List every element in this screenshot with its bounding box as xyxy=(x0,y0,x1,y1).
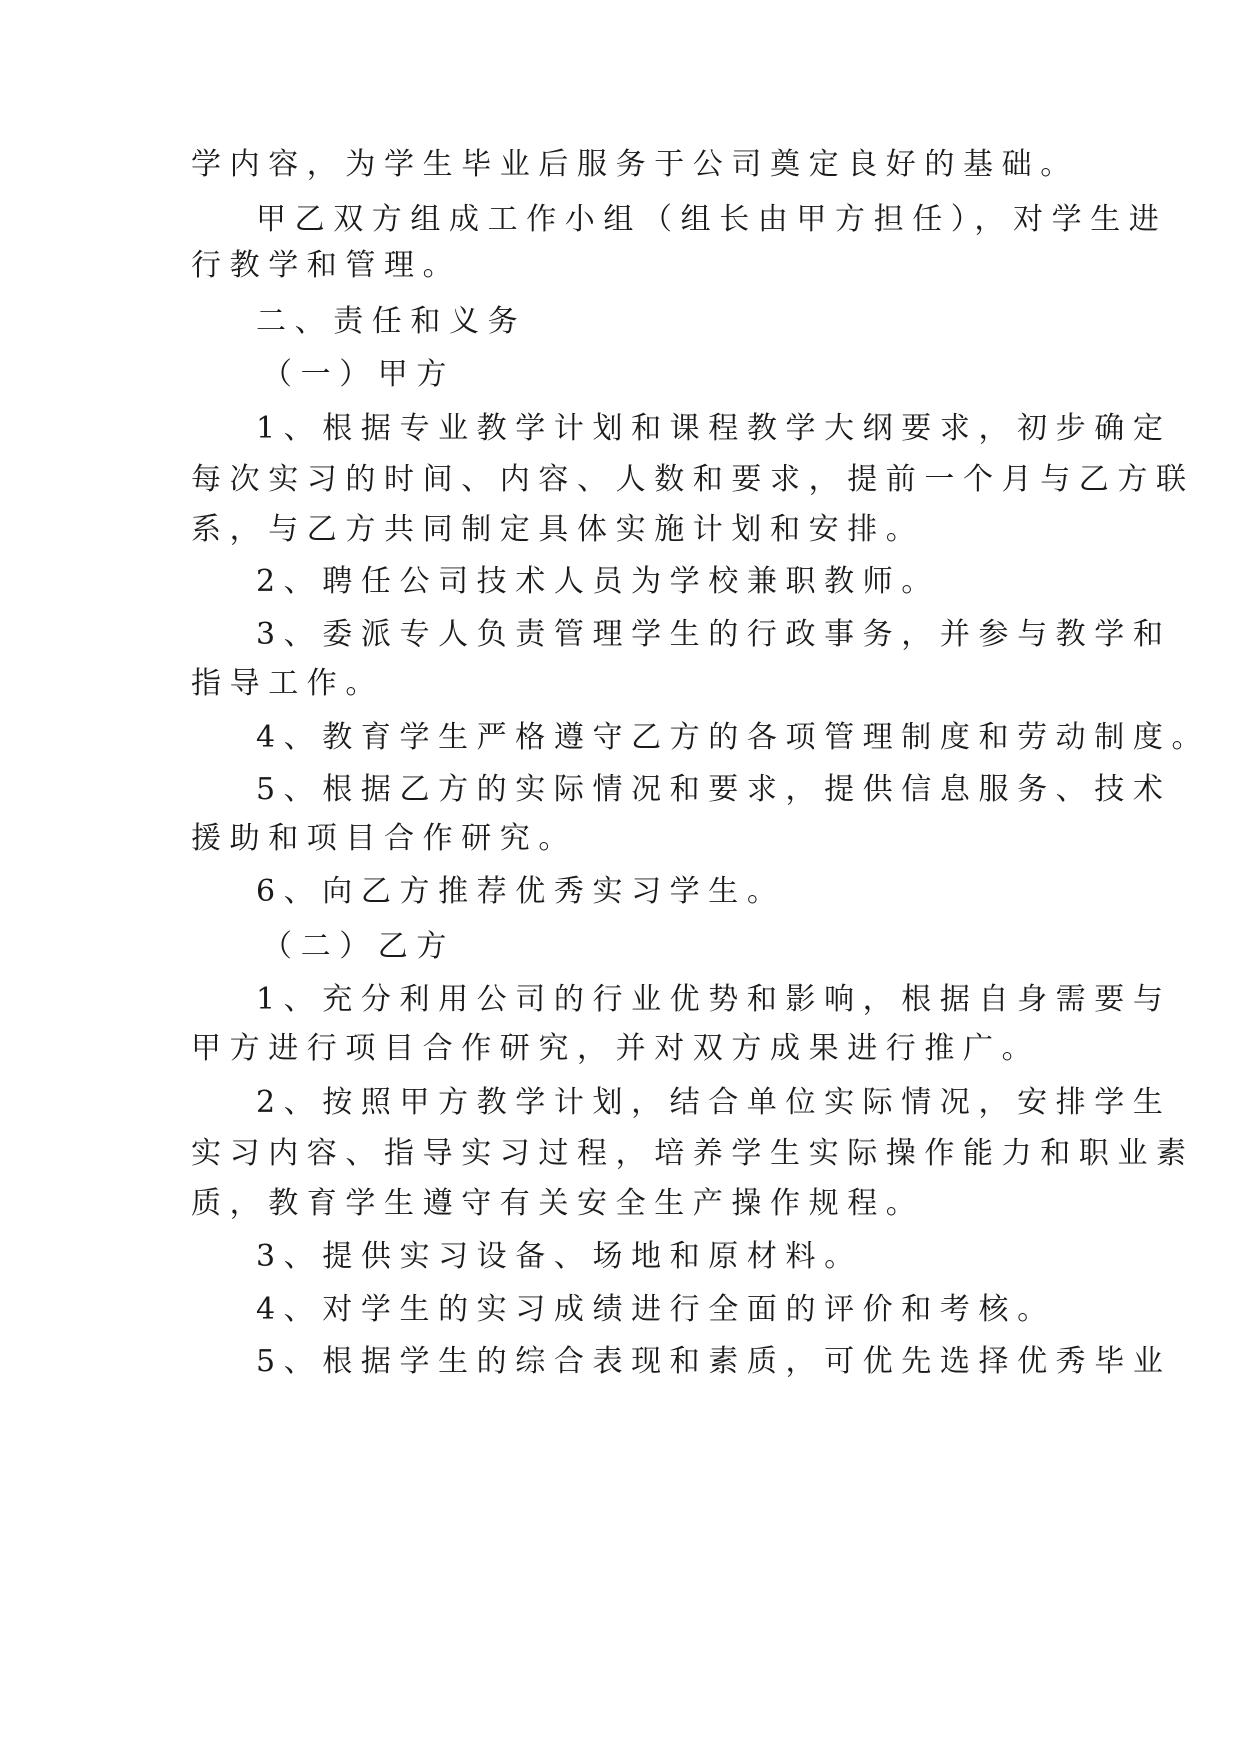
paragraph-line-continuation: 学内容，为学生毕业后服务于公司奠定良好的基础。 xyxy=(191,147,1079,182)
subsection-heading-party-a: （一）甲方 xyxy=(262,357,455,392)
list-item-line: 实习内容、指导实习过程，培养学生实际操作能力和职业素 xyxy=(191,1136,1195,1171)
paragraph-line: 行教学和管理。 xyxy=(191,248,462,283)
list-item: 5、根据乙方的实际情况和要求，提供信息服务、技术 xyxy=(256,772,1172,807)
list-item: 1、充分利用公司的行业优势和影响，根据自身需要与 xyxy=(256,982,1172,1017)
list-item-line: 质，教育学生遵守有关安全生产操作规程。 xyxy=(191,1186,925,1221)
list-item: 5、根据学生的综合表现和素质，可优先选择优秀毕业 xyxy=(256,1344,1172,1379)
list-item: 1、根据专业教学计划和课程教学大纲要求，初步确定 xyxy=(256,411,1172,446)
list-item: 3、提供实习设备、场地和原材料。 xyxy=(256,1239,863,1274)
subsection-heading-party-b: （二）乙方 xyxy=(262,929,455,964)
list-item: 3、委派专人负责管理学生的行政事务，并参与教学和 xyxy=(256,617,1172,652)
section-heading: 二、责任和义务 xyxy=(256,304,527,339)
list-item-line: 甲方进行项目合作研究，并对双方成果进行推广。 xyxy=(191,1031,1041,1066)
list-item: 2、聘任公司技术人员为学校兼职教师。 xyxy=(256,564,940,599)
list-item-line: 指导工作。 xyxy=(191,666,384,701)
list-item: 4、对学生的实习成绩进行全面的评价和考核。 xyxy=(256,1292,1056,1327)
paragraph-line: 甲乙双方组成工作小组（组长由甲方担任），对学生进 xyxy=(256,202,1168,237)
list-item: 6、向乙方推荐优秀实习学生。 xyxy=(256,874,786,909)
list-item-line: 系，与乙方共同制定具体实施计划和安排。 xyxy=(191,512,925,547)
list-item: 4、教育学生严格遵守乙方的各项管理制度和劳动制度。 xyxy=(256,720,1211,755)
list-item: 2、按照甲方教学计划，结合单位实际情况，安排学生 xyxy=(256,1085,1172,1120)
list-item-line: 每次实习的时间、内容、人数和要求，提前一个月与乙方联 xyxy=(191,462,1195,497)
list-item-line: 援助和项目合作研究。 xyxy=(191,821,577,856)
